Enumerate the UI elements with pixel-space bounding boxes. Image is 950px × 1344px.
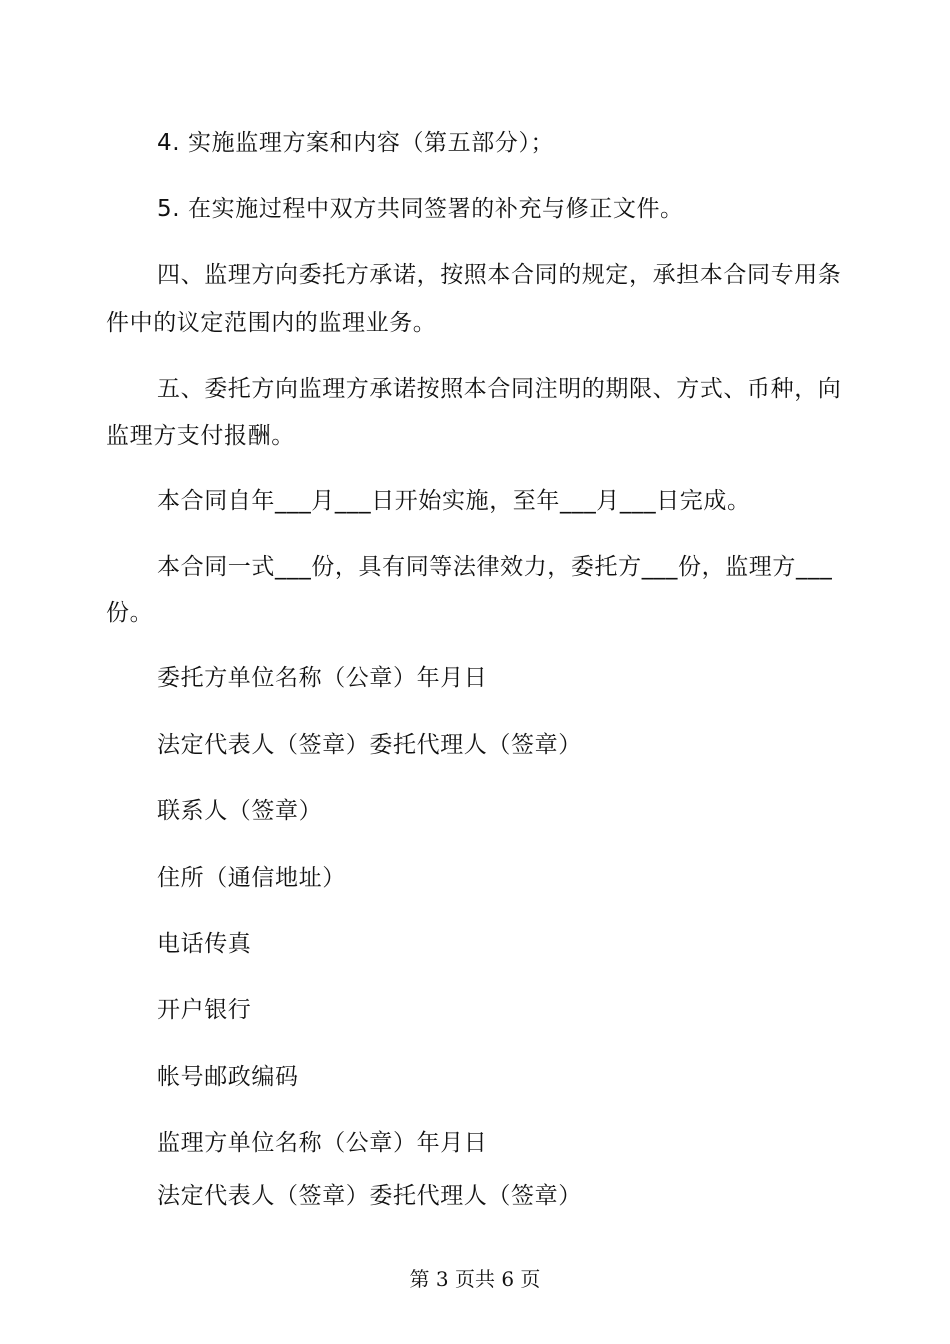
- client-name-field: 委托方单位名称（公章）年月日: [157, 665, 488, 691]
- item-4-text: 4. 实施监理方案和内容（第五部分）；: [157, 130, 555, 156]
- address-field: 住所（通信地址）: [157, 865, 346, 891]
- contract-period-text: 本合同自年___月___日开始实施，至年___月___日完成。: [157, 488, 751, 514]
- clause-4-line-1: 四、监理方向委托方承诺，按照本合同的规定，承担本合同专用条: [157, 262, 842, 288]
- clause-5-line-1: 五、委托方向监理方承诺按照本合同注明的期限、方式、币种，向: [157, 376, 842, 402]
- phone-fax-field: 电话传真: [157, 931, 252, 957]
- item-5-text: 5. 在实施过程中双方共同签署的补充与修正文件。: [157, 196, 684, 222]
- clause-4-line-2: 件中的议定范围内的监理业务。: [106, 310, 437, 336]
- copies-line-2: 份。: [106, 600, 154, 626]
- account-postcode-field: 帐号邮政编码: [157, 1064, 299, 1090]
- supervisor-representative-field: 法定代表人（签章）委托代理人（签章）: [157, 1183, 582, 1209]
- page-number-footer: 第 3 页共 6 页: [409, 1267, 541, 1291]
- client-representative-field: 法定代表人（签章）委托代理人（签章）: [157, 732, 582, 758]
- bank-field: 开户银行: [157, 997, 252, 1023]
- supervisor-name-field: 监理方单位名称（公章）年月日: [157, 1130, 488, 1156]
- clause-5-line-2: 监理方支付报酬。: [106, 423, 295, 449]
- copies-line-1: 本合同一式___份，具有同等法律效力，委托方___份，监理方___: [157, 554, 833, 580]
- contact-person-field: 联系人（签章）: [157, 798, 323, 824]
